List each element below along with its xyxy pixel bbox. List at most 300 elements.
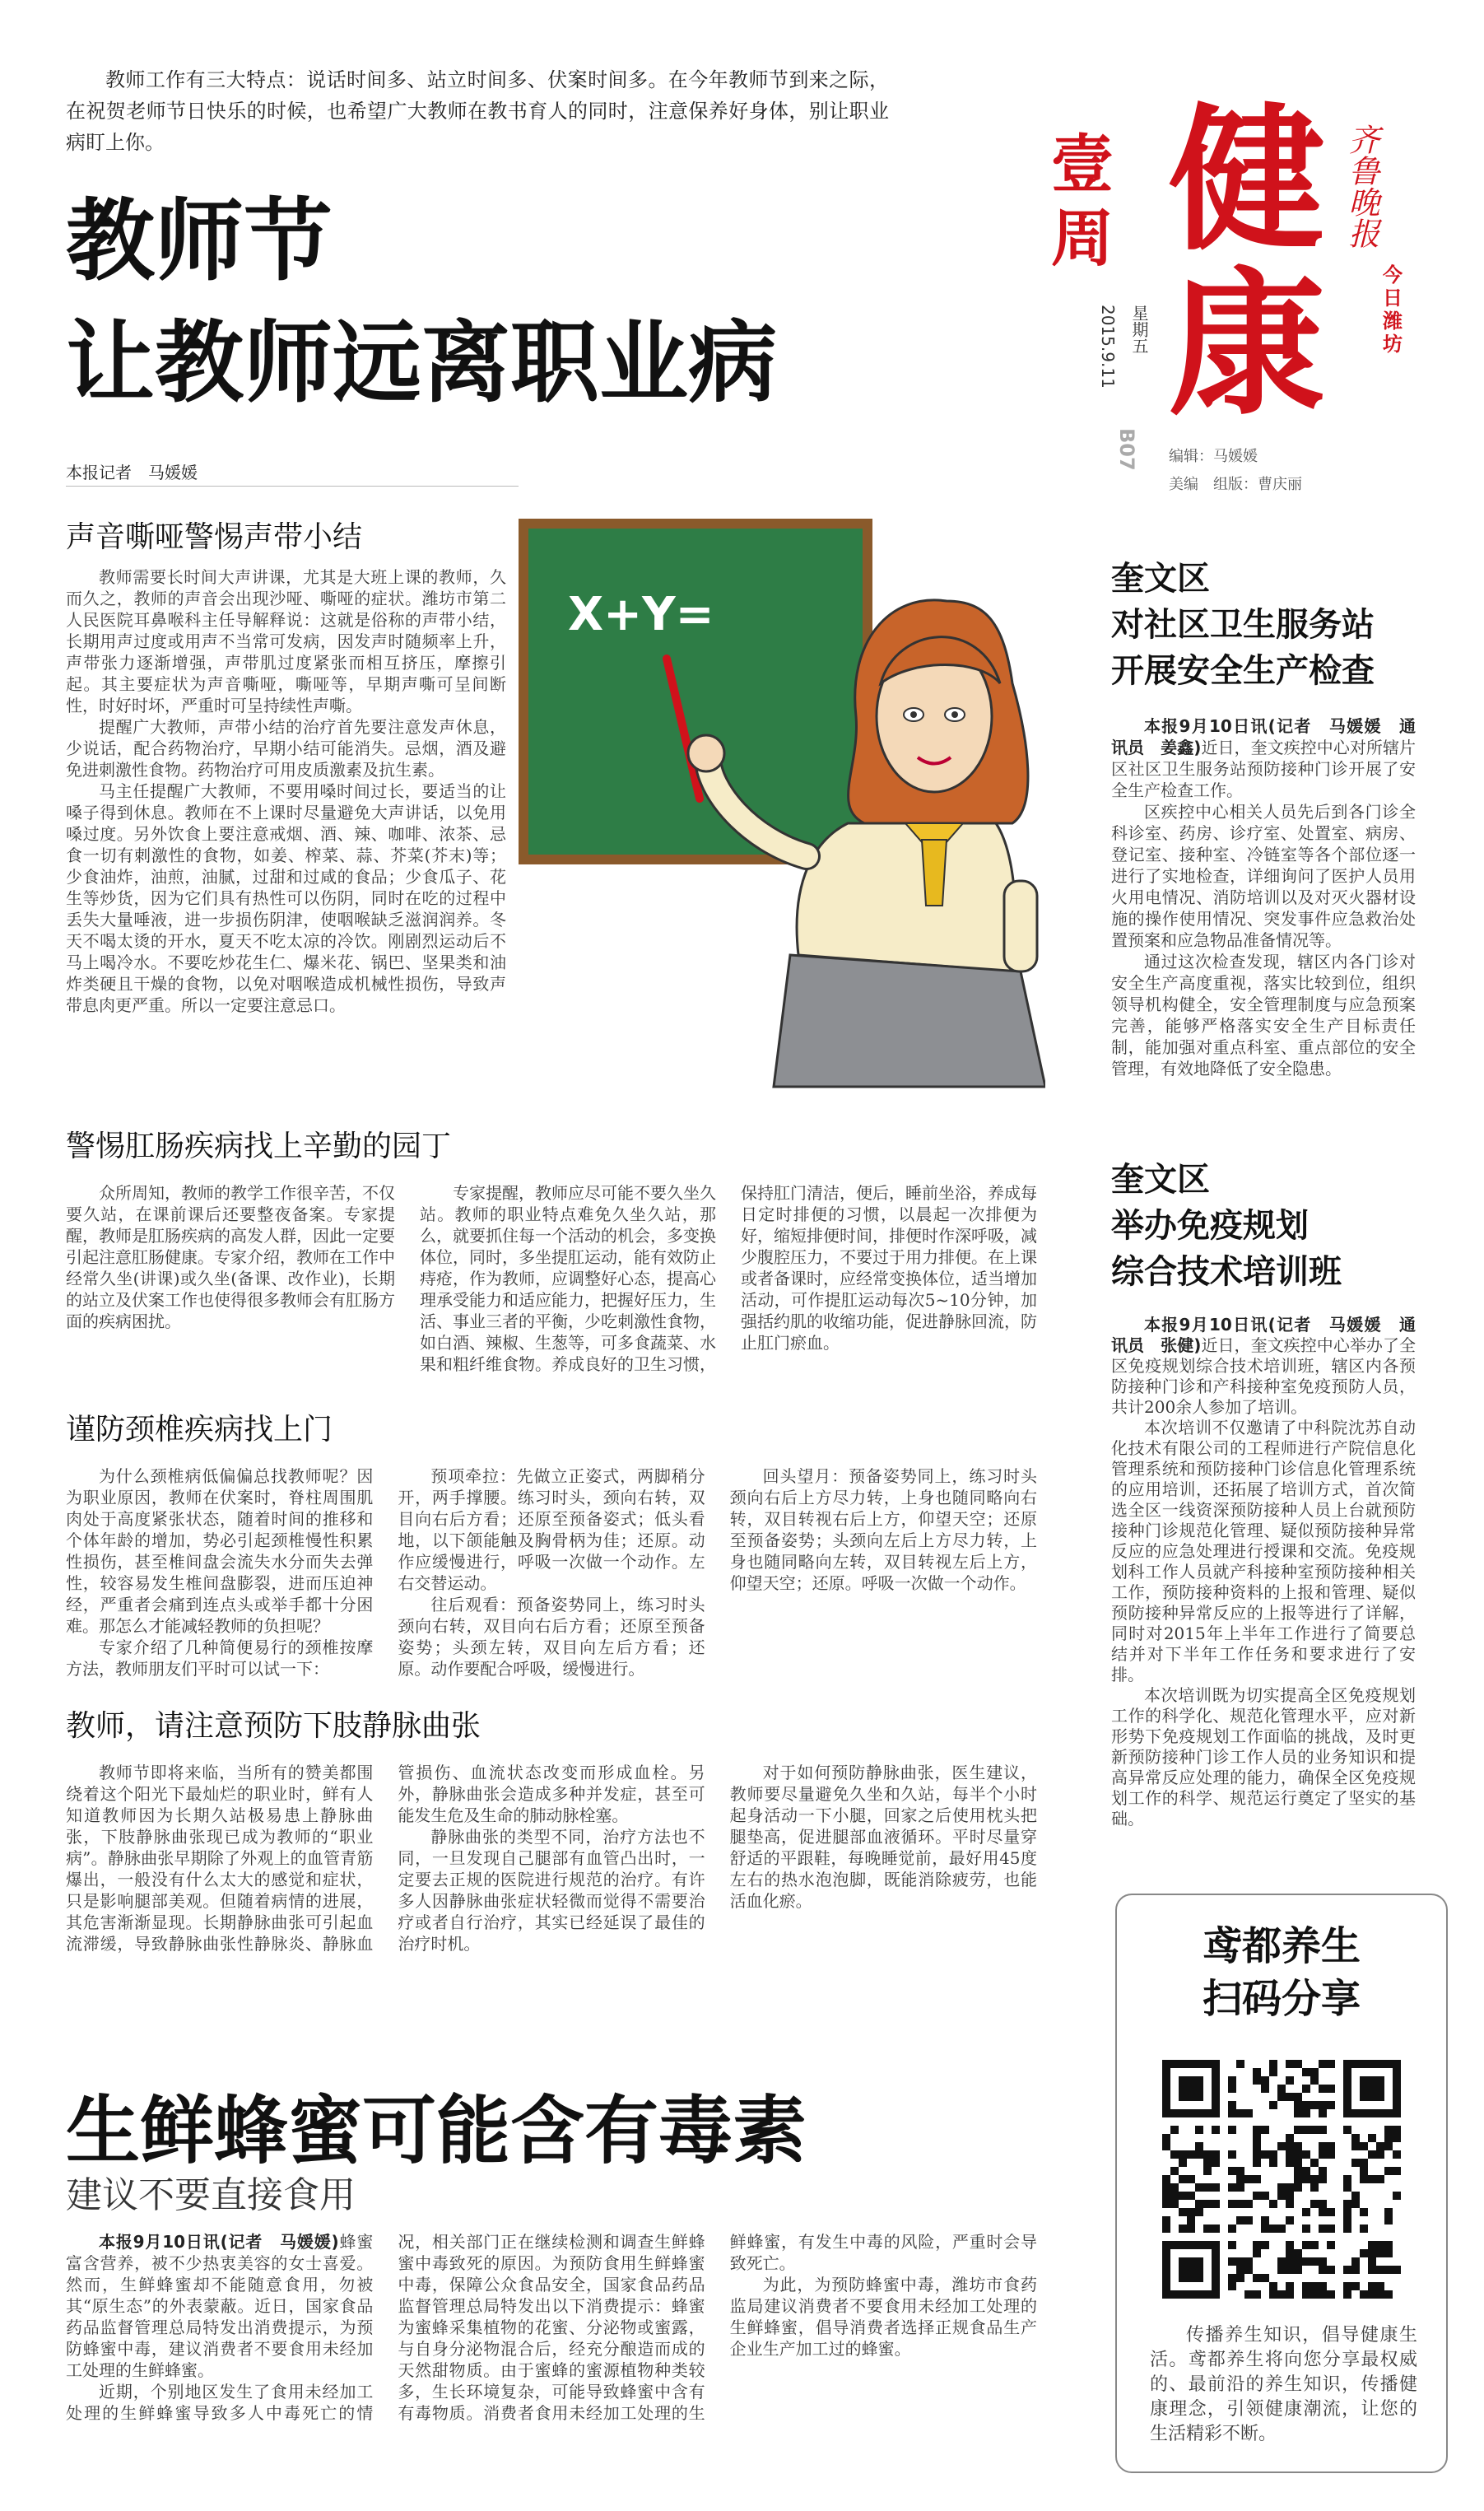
- qr-module: [1162, 2060, 1170, 2068]
- qr-module: [1236, 2266, 1244, 2274]
- masthead-editor: 编辑：马媛媛: [1169, 448, 1258, 465]
- qr-module: [1228, 2167, 1236, 2175]
- qr-module: [1269, 2068, 1277, 2076]
- qr-module: [1351, 2282, 1360, 2290]
- masthead-weekly: 壹周: [1051, 128, 1114, 275]
- qr-module: [1286, 2150, 1294, 2159]
- qr-module: [1170, 2167, 1179, 2175]
- qr-module: [1302, 2257, 1310, 2266]
- qr-module: [1203, 2150, 1212, 2159]
- qr-module: [1253, 2142, 1261, 2150]
- qr-module: [1393, 2109, 1401, 2117]
- section-2-heading: 警惕肛肠疾病找上辛勤的园丁: [66, 1130, 452, 1163]
- section-4-body: 教师节即将来临，当所有的赞美都围绕着这个阳光下最灿烂的职业时，鲜有人知道教师因为长期久站极易患上静脉曲张，下肢静脉曲张现已成为教师的“职业病”。静脉曲张早期除了外观上的血管青筋爆出，一般没有什么太大的感觉和症状，只是影响腿部美观。但随着病情的进展，其危害渐渐显现。长期静脉曲张可引起血流滞缓，导致静脉曲张性静脉炎、静脉血管损伤、血流状态改变而形成血栓。另外，静脉曲张会造成多种并发症，甚至可能发生危及生命的肺动脉栓塞。 静脉曲张的类型不同，治疗方法也不同，一旦发现自己腿部有血管凸出时，一定要去正规的医院进行规范的治疗。有许多人因静脉曲张症状轻微而觉得不需要治疗或者自行治疗，其实已经延误了最佳的治疗时机。 对于如何预防静脉曲张，医生建议，教师要尽量避免久坐和久站，每半个小时起身活动一下小腿，回家之后使用枕头把腿垫高，促进腿部血液循环。平时尽量穿舒适的平跟鞋，每晚睡觉前，最好用45度左右的热水泡泡脚，既能消除疲劳，也能活血化瘀。: [66, 1763, 1037, 1954]
- qr-module: [1179, 2093, 1187, 2101]
- qr-module: [1228, 2200, 1236, 2208]
- qr-module: [1286, 2216, 1294, 2224]
- qr-module: [1195, 2274, 1203, 2282]
- qr-module: [1195, 2183, 1203, 2192]
- qr-module: [1286, 2257, 1294, 2266]
- main-title-line1: 教师节: [66, 190, 333, 293]
- qr-module: [1310, 2282, 1319, 2290]
- qr-module: [1179, 2208, 1187, 2216]
- qr-module: [1393, 2150, 1401, 2159]
- qr-module: [1376, 2060, 1384, 2068]
- qr-module: [1187, 2266, 1195, 2274]
- side-news-2-title: 奎文区 举办免疫规划 综合技术培训班: [1111, 1161, 1342, 1291]
- qr-module: [1368, 2241, 1376, 2249]
- qr-module: [1376, 2175, 1384, 2183]
- qr-module: [1302, 2150, 1310, 2159]
- qr-module: [1294, 2142, 1302, 2150]
- qr-module: [1203, 2167, 1212, 2175]
- qr-module: [1368, 2093, 1376, 2101]
- qr-module: [1228, 2257, 1236, 2266]
- qr-module: [1179, 2224, 1187, 2233]
- qr-module: [1302, 2208, 1310, 2216]
- qr-module: [1236, 2167, 1244, 2175]
- qr-module: [1244, 2175, 1253, 2183]
- qr-module: [1162, 2101, 1170, 2109]
- qr-module: [1187, 2224, 1195, 2233]
- qr-module: [1310, 2241, 1319, 2249]
- qr-module: [1393, 2093, 1401, 2101]
- qr-module: [1393, 2167, 1401, 2175]
- qr-module: [1195, 2266, 1203, 2274]
- qr-module: [1261, 2224, 1269, 2233]
- qr-module: [1368, 2282, 1376, 2290]
- qr-module: [1228, 2274, 1236, 2282]
- qr-module: [1269, 2060, 1277, 2068]
- qr-module: [1310, 2290, 1319, 2299]
- qr-module: [1302, 2224, 1310, 2233]
- qr-module: [1261, 2150, 1269, 2159]
- qr-module: [1170, 2060, 1179, 2068]
- qr-module: [1244, 2200, 1253, 2208]
- qr-module: [1162, 2290, 1170, 2299]
- qr-module: [1319, 2282, 1327, 2290]
- qr-module: [1294, 2266, 1302, 2274]
- qr-module: [1212, 2150, 1220, 2159]
- qr-module: [1195, 2109, 1203, 2117]
- qr-module: [1327, 2290, 1335, 2299]
- qr-module: [1195, 2200, 1203, 2208]
- qr-module: [1244, 2216, 1253, 2224]
- qr-module: [1302, 2175, 1310, 2183]
- teacher-illustration: [519, 494, 1045, 1120]
- qr-module: [1195, 2257, 1203, 2266]
- qr-module: [1179, 2266, 1187, 2274]
- qr-module: [1376, 2290, 1384, 2299]
- qr-module: [1162, 2266, 1170, 2274]
- masthead-sub-brand: 今日潍坊: [1383, 263, 1403, 356]
- section-1-body: 教师需要长时间大声讲课，尤其是大班上课的教师，久而久之，教师的声音会出现沙哑、嘶哑的症状。潍坊市第二人民医院耳鼻喉科主任导解释说：这就是俗称的声带小结，长期用声过度或用声不当常可发病，因发声时随频率上升，声带张力逐渐增强，声带肌过度紧张而相互挤压，摩擦引起。其主要症状为声音嘶哑，嘶哑等，早期声嘶可呈间断性，时好时坏，严重时可呈持续性声嘶。 提醒广大教师，声带小结的治疗首先要注意发声休息，少说话，配合药物治疗，早期小结可能消失。忌烟，酒及避免进刺激性食物。药物治疗可用皮质激素及抗生素。 马主任提醒广大教师，不要用嗓时间过长，要适当的让嗓子得到休息。教师在不上课时尽量避免大声讲话，以免用嗓过度。另外饮食上要注意戒烟、酒、辣、咖啡、浓茶、忌食一切有刺激性的食物，如姜、榨菜、蒜、芥菜(芥末)等；少食油炸，油煎，油腻，过甜和过咸的食品；少食瓜子、花生等炒货，因为它们具有热性可以伤阴，同时在吃的过程中丢失大量唾液，进一步损伤阴津，使咽喉缺乏滋润润养。冬天不喝太烫的开水，夏天不吃太凉的冷饮。刚剧烈运动后不马上喝冷水。不要吃炒花生仁、爆米花、锅巴、坚果类和油炸类硬且干燥的食物，以免对咽喉造成机械性损伤，导致声带息肉更严重。所以一定要注意忌口。: [66, 567, 506, 1015]
- qr-module: [1327, 2266, 1335, 2274]
- qr-module: [1195, 2093, 1203, 2101]
- qr-module: [1170, 2200, 1179, 2208]
- qr-module: [1162, 2241, 1170, 2249]
- side-news-1: [1111, 556, 1416, 1079]
- qr-module: [1376, 2093, 1384, 2101]
- qr-module: [1368, 2150, 1376, 2159]
- qr-module: [1212, 2085, 1220, 2093]
- qr-module: [1360, 2076, 1368, 2085]
- qr-module: [1384, 2216, 1393, 2224]
- qr-module: [1203, 2224, 1212, 2233]
- qr-module: [1261, 2076, 1269, 2085]
- qr-module: [1319, 2142, 1327, 2150]
- honey-body: 本报9月10日讯(记者 马媛媛)蜂蜜富含营养，被不少热衷美容的女士喜爱。然而，生鲜蜂蜜却不能随意食用，勿被其“原生态”的外表蒙蔽。近日，国家食品药品监督管理总局特发出消费提示，为预防蜂蜜中毒，建议消费者不要食用未经加工处理的生鲜蜂蜜。 近期，个别地区发生了食用未经加工处理的生鲜蜂蜜导致多人中毒死亡的情况，相关部门正在继续检测和调查生鲜蜂蜜中毒致死的原因。为预防食用生鲜蜂蜜中毒，保障公众食品安全，国家食品药品监督管理总局特发出以下消费提示：蜂蜜为蜜蜂采集植物的花蜜、分泌物或蜜露，与自身分泌物混合后，经充分酿造而成的天然甜物质。由于蜜蜂的蜜源植物种类较多，生长环境复杂，可能导致蜂蜜中含有有毒物质。消费者食用未经加工处理的生鲜蜂蜜，有发生中毒的风险，严重时会导致死亡。 为此，为预防蜂蜜中毒，潍坊市食药监局建议消费者不要食用未经加工处理的生鲜蜂蜜，倡导消费者选择正规食品生产企业生产加工过的蜂蜜。: [66, 2232, 1037, 2423]
- qr-module: [1261, 2216, 1269, 2224]
- blackboard-text: X+Y=: [568, 588, 714, 641]
- qr-module: [1261, 2085, 1269, 2093]
- qr-module: [1187, 2060, 1195, 2068]
- qr-module: [1310, 2257, 1319, 2266]
- qr-module: [1179, 2060, 1187, 2068]
- qr-module: [1327, 2224, 1335, 2233]
- qr-module: [1376, 2142, 1384, 2150]
- qr-module: [1212, 2183, 1220, 2192]
- qr-module: [1203, 2183, 1212, 2192]
- qr-module: [1212, 2076, 1220, 2085]
- qr-module: [1170, 2192, 1179, 2200]
- qr-module: [1294, 2093, 1302, 2101]
- qr-module: [1360, 2159, 1368, 2167]
- qr-module: [1319, 2200, 1327, 2208]
- qr-module: [1343, 2224, 1351, 2233]
- qr-module: [1343, 2175, 1351, 2183]
- qr-module: [1170, 2241, 1179, 2249]
- qr-module: [1368, 2076, 1376, 2085]
- qr-module: [1170, 2150, 1179, 2159]
- qr-module: [1319, 2085, 1327, 2093]
- qr-module: [1393, 2101, 1401, 2109]
- qr-module: [1277, 2142, 1286, 2150]
- qr-module: [1212, 2266, 1220, 2274]
- qr-module: [1212, 2159, 1220, 2167]
- qr-module: [1351, 2142, 1360, 2150]
- qr-module: [1286, 2183, 1294, 2192]
- qr-module: [1253, 2249, 1261, 2257]
- qr-module: [1343, 2068, 1351, 2076]
- qr-module: [1343, 2183, 1351, 2192]
- qr-module: [1368, 2060, 1376, 2068]
- qr-module: [1212, 2290, 1220, 2299]
- qr-module: [1269, 2159, 1277, 2167]
- qr-module: [1393, 2076, 1401, 2085]
- section-3-heading: 谨防颈椎疾病找上门: [66, 1413, 333, 1447]
- side-news-1-title: 奎文区 对社区卫生服务站 开展安全生产检查: [1111, 560, 1375, 690]
- qr-module: [1368, 2109, 1376, 2117]
- qr-module: [1162, 2175, 1170, 2183]
- section-2-col2: 专家提醒，教师应尽可能不要久坐久站。教师的职业特点难免久坐久站，那么，就要抓住每一个活动的机会，多变换体位，同时，多坐提肛运动，能有效防止痔疮，作为教师，应调整好心态，提高心理承受能力和适应能力，把握好压力，生活、事业三者的平衡，少吃刺激性食物，如白酒、辣椒、生葱等，可多食蔬菜、水果和粗纤维食物。养成良好的卫生习惯，保持肛门清洁，便后，睡前坐浴，养成每日定时排便的习惯，以晨起一次排便为好，缩短排便时间，排便时作深呼吸，减少腹腔压力，不要过于用力排便。在上课或者备课时，应经常变换体位，适当增加活动，可作提肛运动每次5~10分钟，加强括约肌的收缩功能，促进静脉回流，防止肛门瘀血。: [420, 1183, 1037, 1374]
- qr-module: [1179, 2175, 1187, 2183]
- qr-module: [1162, 2282, 1170, 2290]
- qr-module: [1277, 2183, 1286, 2192]
- qr-module: [1195, 2085, 1203, 2093]
- qr-module: [1170, 2126, 1179, 2134]
- qr-module: [1384, 2167, 1393, 2175]
- qr-module: [1310, 2183, 1319, 2192]
- qr-module: [1203, 2109, 1212, 2117]
- qr-module: [1277, 2085, 1286, 2093]
- side-news-2-body: 本报9月10日讯(记者 马媛媛 通讯员 张健)近日，奎文疾控中心举办了全区免疫规划综合技术培训班，辖区内各预防接种门诊和产科接种室免疫预防人员，共计200余人参加了培训。 本次培训不仅邀请了中科院沈苏自动化技术有限公司的工程师进行产院信息化管理系统和预防接种门诊信息化管理系统的应用培训，还拓展了培训方式，首次简选全区一线资深预防接种人员上台就预防接种门诊规范化管理、疑似预防接种异常反应的应急处理进行授课和交流。免疫规划科工作人员就产科接种室预防接种相关工作，预防接种资料的上报和管理、疑似预防接种异常反应的上报等进行了详解，同时对2015年上半年工作进行了简要总结并对下半年工作任务和要求进行了安排。 本次培训既为切实提高全区免疫规划工作的科学化、规范化管理水平，应对新形势下免疫规划工作面临的挑战，及时更新预防接种门诊工作人员的业务知识和提高异常反应处理的能力，确保全区免疫规划工作的科学、规范运行奠定了坚实的基础。: [1111, 1315, 1417, 1829]
- side-news-2: [1111, 1157, 1416, 1829]
- qr-module: [1195, 2060, 1203, 2068]
- qr-module: [1360, 2085, 1368, 2093]
- qr-module: [1368, 2085, 1376, 2093]
- qr-module: [1195, 2142, 1203, 2150]
- qr-module: [1310, 2159, 1319, 2167]
- qr-module: [1162, 2224, 1170, 2233]
- qr-module: [1384, 2142, 1393, 2150]
- qr-module: [1360, 2093, 1368, 2101]
- qr-module: [1294, 2101, 1302, 2109]
- qr-module: [1302, 2290, 1310, 2299]
- qr-module: [1294, 2257, 1302, 2266]
- qr-module: [1294, 2249, 1302, 2257]
- qr-module: [1162, 2134, 1170, 2142]
- qr-module: [1162, 2249, 1170, 2257]
- qr-module: [1203, 2241, 1212, 2249]
- qr-module: [1179, 2192, 1187, 2200]
- qr-module: [1253, 2068, 1261, 2076]
- qr-module: [1302, 2068, 1310, 2076]
- qr-module: [1319, 2060, 1327, 2068]
- qr-module: [1236, 2274, 1244, 2282]
- main-title: [66, 181, 777, 425]
- qr-module: [1319, 2208, 1327, 2216]
- qr-module: [1212, 2060, 1220, 2068]
- qr-module: [1376, 2150, 1384, 2159]
- qr-module: [1179, 2150, 1187, 2159]
- qr-module: [1162, 2192, 1170, 2200]
- qr-module: [1286, 2266, 1294, 2274]
- section-1-heading: 声音嘶哑警惕声带小结: [66, 520, 363, 554]
- qr-module: [1327, 2060, 1335, 2068]
- qr-module: [1269, 2200, 1277, 2208]
- qr-module: [1261, 2126, 1269, 2134]
- qr-module: [1393, 2060, 1401, 2068]
- qr-module: [1203, 2159, 1212, 2167]
- qr-module: [1187, 2093, 1195, 2101]
- qr-module: [1179, 2109, 1187, 2117]
- qr-module: [1376, 2241, 1384, 2249]
- qr-module: [1343, 2216, 1351, 2224]
- qr-module: [1351, 2159, 1360, 2167]
- qr-module: [1368, 2134, 1376, 2142]
- qr-module: [1384, 2109, 1393, 2117]
- qr-module: [1327, 2150, 1335, 2159]
- qr-module: [1310, 2200, 1319, 2208]
- qr-module: [1253, 2076, 1261, 2085]
- qr-module: [1170, 2109, 1179, 2117]
- intro-paragraph: 教师工作有三大特点：说话时间多、站立时间多、伏案时间多。在今年教师节到来之际，在祝贺老师节日快乐的时候，也希望广大教师在教书育人的同时，注意保养好身体，别让职业病盯上你。: [66, 68, 889, 154]
- main-title-line2: 让教师远离职业病: [66, 312, 778, 415]
- qr-module: [1228, 2101, 1236, 2109]
- qr-module: [1228, 2183, 1236, 2192]
- qr-module: [1253, 2192, 1261, 2200]
- masthead-designer: 美编 组版：曹庆丽: [1169, 476, 1302, 493]
- side-news-1-body: 本报9月10日讯(记者 马媛媛 通讯员 姜鑫)近日，奎文疾控中心对所辖片区社区卫生服务站预防接种门诊开展了安全生产检查工作。 区疾控中心相关人员先后到各门诊全科诊室、药房、诊疗室、处置室、病房、登记室、接种室、冷链室等各个部位逐一进行了实地检查，详细询问了医护人员用火用电情况、消防培训以及对灭火器材设施的操作使用情况、突发事件应急救治处置预案和应急物品准备情况等。 通过这次检查发现，辖区内各门诊对安全生产高度重视，落实比较到位，组织领导机构健全，安全管理制度与应急预案完善，能够严格落实安全生产目标责任制，能加强对重点科室、重点部位的安全管理，有效地降低了安全隐患。: [1111, 716, 1417, 1078]
- qr-module: [1343, 2208, 1351, 2216]
- qr-module: [1343, 2101, 1351, 2109]
- qr-module: [1286, 2159, 1294, 2167]
- qr-module: [1236, 2216, 1244, 2224]
- qr-module: [1162, 2216, 1170, 2224]
- qr-module: [1187, 2290, 1195, 2299]
- qr-module: [1244, 2257, 1253, 2266]
- qr-code: [1162, 2060, 1401, 2299]
- qr-module: [1187, 2216, 1195, 2224]
- qr-module: [1179, 2076, 1187, 2085]
- qr-module: [1162, 2076, 1170, 2085]
- qr-module: [1277, 2290, 1286, 2299]
- qr-box-caption: 传播养生知识，倡导健康生活。鸢都养生将向您分享最权威的、最前沿的养生知识，传播健康理念，引领健康潮流，让您的生活精彩不断。: [1150, 2325, 1417, 2444]
- qr-module: [1376, 2109, 1384, 2117]
- qr-module: [1368, 2249, 1376, 2257]
- qr-module: [1286, 2134, 1294, 2142]
- masthead-title: [1169, 90, 1326, 436]
- qr-module: [1286, 2249, 1294, 2257]
- qr-module: [1368, 2175, 1376, 2183]
- qr-module: [1319, 2101, 1327, 2109]
- qr-module: [1187, 2109, 1195, 2117]
- qr-module: [1360, 2249, 1368, 2257]
- qr-module: [1162, 2257, 1170, 2266]
- qr-module: [1319, 2266, 1327, 2274]
- qr-module: [1368, 2290, 1376, 2299]
- qr-module: [1294, 2150, 1302, 2159]
- masthead-title-char2: 康: [1169, 254, 1326, 436]
- qr-module: [1310, 2101, 1319, 2109]
- qr-module: [1384, 2126, 1393, 2134]
- qr-module: [1360, 2224, 1368, 2233]
- qr-module: [1294, 2175, 1302, 2183]
- qr-module: [1203, 2200, 1212, 2208]
- qr-module: [1310, 2126, 1319, 2134]
- section-4-heading: 教师，请注意预防下肢静脉曲张: [66, 1709, 481, 1743]
- masthead-date: 2015.9.11: [1098, 305, 1118, 389]
- qr-module: [1302, 2109, 1310, 2117]
- qr-module: [1162, 2085, 1170, 2093]
- qr-module: [1294, 2159, 1302, 2167]
- qr-module: [1384, 2060, 1393, 2068]
- qr-module: [1261, 2274, 1269, 2282]
- qr-box-title: 鸢都养生 扫码分享: [1202, 1923, 1361, 2022]
- qr-module: [1393, 2192, 1401, 2200]
- qr-module: [1195, 2150, 1203, 2159]
- qr-module: [1343, 2126, 1351, 2134]
- qr-module: [1212, 2200, 1220, 2208]
- qr-module: [1384, 2290, 1393, 2299]
- qr-module: [1286, 2076, 1294, 2085]
- qr-module: [1343, 2200, 1351, 2208]
- honey-subtitle: 建议不要直接食用: [66, 2174, 356, 2216]
- section-3-body: 为什么颈椎病低偏偏总找教师呢？因为职业原因，教师在伏案时，脊柱周围肌肉处于高度紧张状态，随着时间的推移和个体年龄的增加，势必引起颈椎慢性积累性损伤，甚至椎间盘会流失水分而失去弹性，较容易发生椎间盘膨裂，进而压迫神经，严重者会痛到连点头或举手都十分困难。那怎么才能减轻教师的负担呢？ 专家介绍了几种简便易行的颈椎按摩方法，教师朋友们平时可以试一下： 预项牵拉：先做立正姿式，两脚稍分开，两手撑腰。练习时头，颈向右转，双目向右后方看；还原至预备姿式；低头看地，以下颌能触及胸骨柄为佳；还原。动作应缓慢进行，呼吸一次做一个动作。左右交替运动。 往后观看：预备姿势同上，练习时头颈向右转，双目向右后方看；还原至预备姿势；头颈左转，双目向左后方看；还原。动作要配合呼吸，缓慢进行。 回头望月：预备姿势同上，练习时头颈向右后上方尽力转，上身也随同略向右转，双目转视右后上方，仰望天空；还原至预备姿势；头颈向左后上方尽力转，上身也随同略向左转，双目转视左后上方，仰望天空；还原。呼吸一次做一个动作。: [66, 1466, 1037, 1679]
- qr-module: [1269, 2150, 1277, 2159]
- qr-module: [1310, 2068, 1319, 2076]
- qr-module: [1187, 2208, 1195, 2216]
- qr-module: [1376, 2085, 1384, 2093]
- qr-module: [1384, 2208, 1393, 2216]
- qr-module: [1187, 2257, 1195, 2266]
- qr-module: [1384, 2134, 1393, 2142]
- qr-module: [1286, 2200, 1294, 2208]
- qr-module: [1212, 2101, 1220, 2109]
- qr-module: [1319, 2257, 1327, 2266]
- main-byline: 本报记者 马媛媛: [66, 463, 198, 482]
- qr-module: [1302, 2085, 1310, 2093]
- qr-module: [1327, 2208, 1335, 2216]
- qr-module: [1179, 2274, 1187, 2282]
- qr-module: [1302, 2101, 1310, 2109]
- qr-module: [1286, 2093, 1294, 2101]
- honey-title: 生鲜蜂蜜可能含有毒素: [66, 2088, 807, 2174]
- qr-module: [1187, 2085, 1195, 2093]
- qr-module: [1253, 2150, 1261, 2159]
- qr-module: [1187, 2192, 1195, 2200]
- qr-module: [1253, 2274, 1261, 2282]
- qr-module: [1286, 2290, 1294, 2299]
- qr-module: [1319, 2167, 1327, 2175]
- qr-module: [1253, 2175, 1261, 2183]
- qr-module: [1212, 2068, 1220, 2076]
- qr-module: [1269, 2290, 1277, 2299]
- qr-module: [1203, 2290, 1212, 2299]
- qr-module: [1253, 2290, 1261, 2299]
- qr-module: [1277, 2257, 1286, 2266]
- qr-module: [1351, 2192, 1360, 2200]
- qr-module: [1228, 2076, 1236, 2085]
- qr-module: [1351, 2060, 1360, 2068]
- qr-module: [1212, 2274, 1220, 2282]
- qr-module: [1376, 2249, 1384, 2257]
- qr-module: [1360, 2060, 1368, 2068]
- masthead-brand-logo: 齐鲁晚报: [1343, 123, 1379, 249]
- qr-module: [1244, 2109, 1253, 2117]
- qr-module: [1187, 2241, 1195, 2249]
- qr-module: [1294, 2060, 1302, 2068]
- qr-module: [1384, 2249, 1393, 2257]
- qr-module: [1228, 2282, 1236, 2290]
- qr-module: [1277, 2192, 1286, 2200]
- qr-module: [1360, 2167, 1368, 2175]
- qr-module: [1286, 2192, 1294, 2200]
- qr-module: [1179, 2085, 1187, 2093]
- qr-module: [1187, 2150, 1195, 2159]
- qr-module: [1253, 2126, 1261, 2134]
- masthead-title-char1: 健: [1169, 90, 1326, 272]
- qr-module: [1195, 2241, 1203, 2249]
- qr-module: [1294, 2126, 1302, 2134]
- qr-module: [1253, 2159, 1261, 2167]
- qr-module: [1269, 2224, 1277, 2233]
- qr-module: [1327, 2101, 1335, 2109]
- masthead-page: B07: [1115, 428, 1138, 471]
- qr-module: [1302, 2126, 1310, 2134]
- qr-module: [1319, 2175, 1327, 2183]
- qr-module: [1376, 2076, 1384, 2085]
- qr-module: [1360, 2175, 1368, 2183]
- qr-module: [1179, 2290, 1187, 2299]
- qr-module: [1310, 2175, 1319, 2183]
- qr-module: [1368, 2266, 1376, 2274]
- qr-module: [1368, 2257, 1376, 2266]
- qr-module: [1228, 2126, 1236, 2134]
- qr-module: [1351, 2257, 1360, 2266]
- qr-module: [1269, 2282, 1277, 2290]
